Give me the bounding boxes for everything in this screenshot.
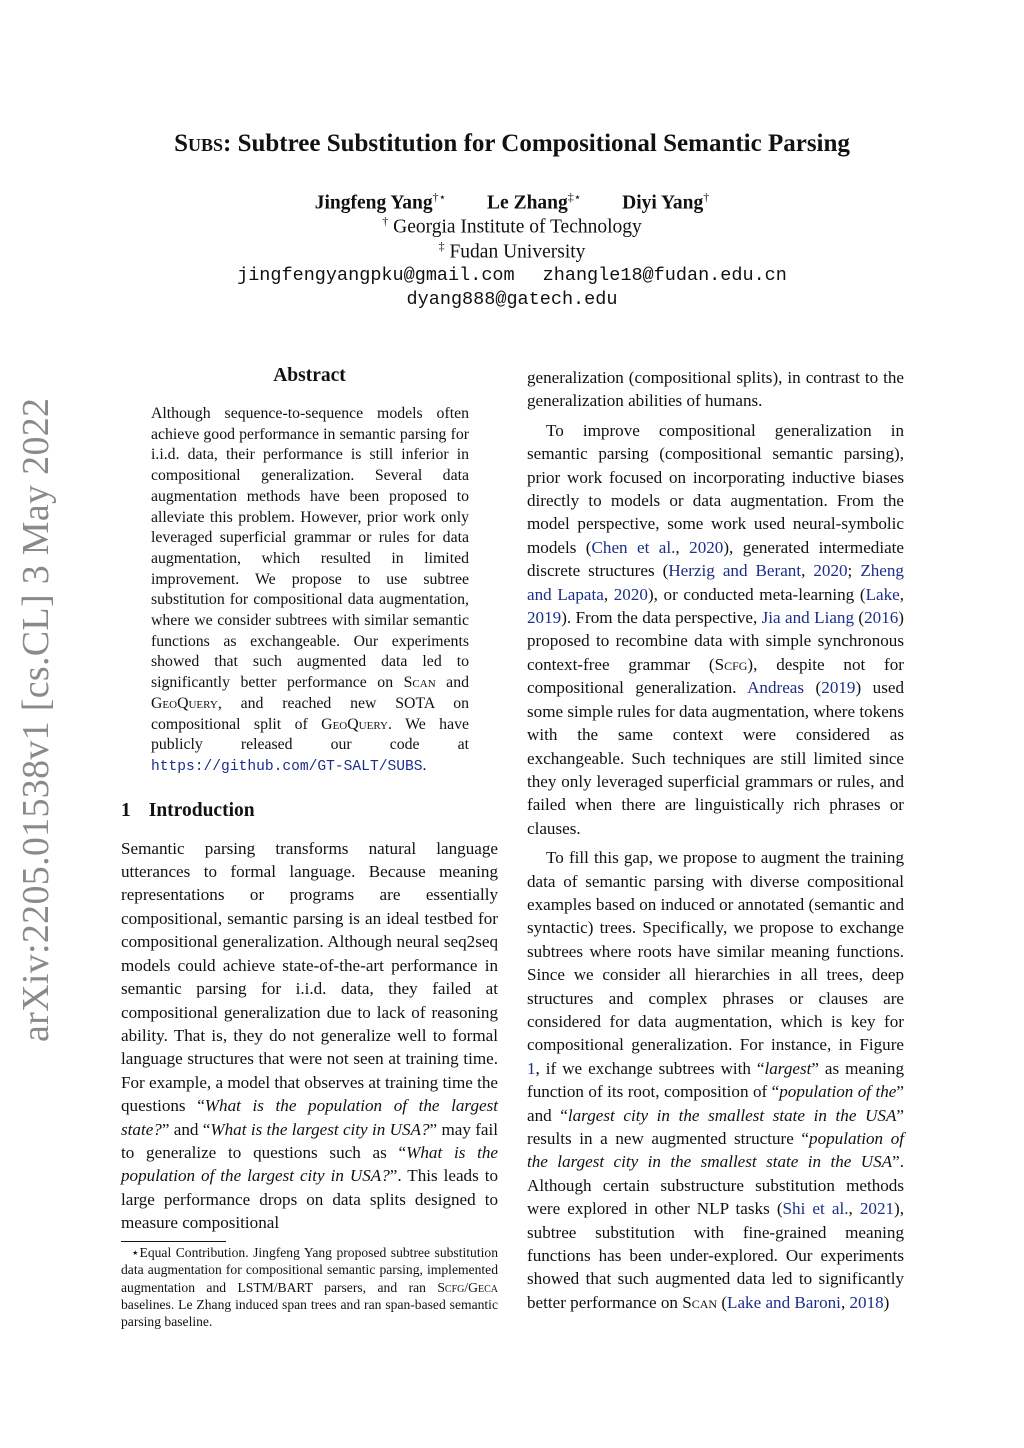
intro-paragraph-2 [527,419,904,840]
citation-year-link[interactable]: 2019 [821,678,856,698]
paragraph-text: ) [883,1292,890,1312]
example-question: What is the largest city in USA? [210,1119,430,1139]
citation-sep: , [603,584,614,604]
citation-year-link[interactable]: 2019 [527,608,562,628]
abstract-heading: Abstract [273,365,346,386]
paragraph-text: ), or conducted meta-learning ( [647,584,866,604]
citation-link[interactable]: Andreas [747,678,805,698]
intro-paragraph-continued: generalization (compositional splits), in contrast to the generalization abilities of humans. [527,368,904,411]
geoquery-dataset-name: GeoQuery [151,694,218,712]
section-heading-introduction [121,800,498,822]
affiliation-name: Georgia Institute of Technology [388,216,642,238]
paragraph-text: To improve compositional generalization in semantic parsing (compositional semantic parsing), prior work focused on incorporating inductive biases directly to models or data augmentation. From the model perspective, some work used neural-symbolic models ( [527,420,904,557]
intro-text: Semantic parsing transforms natural language utterances to formal language. Because meaning representations or programs are essentially compositional, semantic parsing is an ideal testbed for compositional generalization. Although neural seq2seq models could achieve state-of-the-art performance in semantic parsing for i.i.d. data, they failed at compositional generalization due to lack of reasoning ability. That is, they do not generalize well to formal language structures that were not seen at training time. For example, a model that observes at training time the questions “ [121,838,498,1116]
affiliation-fudan [0,239,1024,264]
geoquery-dataset-name: GeoQuery [321,715,388,733]
paragraph-text: ” and “ [527,1082,904,1125]
right-column [527,366,904,1314]
abstract-body [151,404,469,778]
citation-sep: ( [804,678,822,698]
example-phrase: largest [764,1058,812,1078]
author-2 [487,190,581,215]
citation-sep: ; [847,561,861,581]
citation-year-link[interactable]: 2016 [864,608,899,628]
intro-text: ” may fail to generalize to questions such as “ [121,1119,498,1162]
footnote-slash: / [464,1279,469,1295]
citation-sep: ( [854,608,865,628]
paragraph-text: ”. Although certain substructure substitution methods were explored in other NLP tasks ( [527,1152,904,1219]
citation-year-link[interactable]: 2020 [613,584,648,604]
citation-link[interactable]: Lake [865,584,900,604]
paragraph-text: ) proposed to recombine data with simple synchronous context-free grammar ( [527,608,904,674]
example-question: What is the population of the largest city in USA? [121,1142,498,1186]
paragraph-text: ” as meaning function of its root, composition of “ [527,1058,904,1102]
section-title: Introduction [148,799,255,821]
figure-reference-link[interactable]: 1 [527,1058,536,1078]
citation-link[interactable]: Shi et al. [782,1199,849,1219]
paragraph-text: ) used some simple rules for data augmentation, where tokens with the same context were considered as exchangeable. Such techniques are still limited since they only leveraged superficial grammars or rules, and failed when there are linguistically rich phrases or clauses. [527,678,905,838]
affiliation-mark: † [382,214,389,228]
citation-sep: , [848,1199,860,1219]
citation-link[interactable]: Herzig and Berant [668,561,802,581]
citation-sep: , [840,1292,850,1312]
author-name: Jingfeng Yang [314,192,433,214]
email-le[interactable]: zhangle18@fudan.edu.cn [542,265,787,286]
section-number: 1 [121,799,131,821]
scfg-name: Scfg [714,654,748,674]
paragraph-text: ), generated intermediate discrete structures ( [527,537,905,581]
affiliation-name: Fudan University [444,241,586,263]
intro-paragraph-3 [527,846,904,1314]
intro-text: ”. This leads to large performance drops on data splits designed to measure compositional [121,1166,499,1233]
example-phrase: largest city in the smallest state in the USA [567,1105,897,1125]
footnote-divider [121,1241,226,1242]
geca-name: Geca [468,1279,498,1295]
citation-link[interactable]: Chen et al. [591,537,676,557]
abstract-text-2: , and reached new SOTA on compositional split of [151,694,469,733]
abstract-text-4: . [422,756,427,774]
affiliation-georgia-tech [0,214,1024,239]
citation-sep: , [801,561,814,581]
abstract-text-1: Although sequence-to-sequence models often achieve good performance in semantic parsing for i.i.d. data, their performance is still inferior in compositional generalization. Several data augmentation methods have been proposed to alleviate this problem. However, prior work only leveraged superficial grammar or rules for data augmentation, which resulted in limited improvement. We propose to use subtree substitution for compositional data augmentation, where we consider subtrees with similar semantic functions as exchangeable. Our experiments showed that such augmented data led to significantly better performance on [151,405,469,692]
author-marks: †⋆ [432,190,447,204]
paragraph-text: ). From the data perspective, [561,608,762,628]
citation-link[interactable]: Jia and Liang [761,608,854,628]
intro-text: ” and “ [161,1119,211,1139]
paragraph-text: To fill this gap, we propose to augment the training data of semantic parsing with diverse compositional examples based on induced or annotated (semantic and syntactic) trees. Specifically, we propose to exchange subtrees where roots have similar meaning functions. Since we consider all hierarchies in all trees, deep structures and complex phrases or clauses are considered for data augmentation, which is key for compositional generalization. For instance, in Figure [527,848,904,1055]
author-marks: ‡⋆ [567,190,582,204]
scan-dataset-name: Scan [682,1292,718,1312]
citation-sep: , [675,537,690,557]
author-3 [622,190,709,215]
citation-sep: , [899,584,905,604]
affiliation-mark: ‡ [438,239,445,253]
citation-year-link[interactable]: 2020 [689,537,724,557]
paragraph-text: ), despite not for compositional generalization. [527,654,904,698]
example-question: What is the population of the largest state? [121,1096,498,1139]
footnote [121,1244,498,1330]
footnote-text [121,1244,498,1330]
email-jingfeng[interactable]: jingfengyangpku@gmail.com [237,265,515,286]
author-1 [315,190,446,215]
code-repository-link[interactable]: https://github.com/GT-SALT/SUBS [151,758,423,775]
left-column [121,365,498,1235]
author-name: Le Zhang [487,192,568,214]
footnote-text-a: ⋆Equal Contribution. Jingfeng Yang proposed subtree substitution data augmentation for compositional semantic parsing, implemented augmentation and LSTM/BART parsers, and ran [121,1245,498,1295]
abstract-text-and: and [435,674,469,692]
scfg-name: Scfg [437,1279,465,1295]
title-subs: Subs [174,130,223,157]
author-marks: † [703,190,710,204]
example-phrase: population of the [779,1082,897,1102]
abstract-text-3: . We have publicly released our code at [151,715,469,754]
citation-year-link[interactable]: 2018 [849,1292,884,1312]
citation-link[interactable]: Lake and Baroni [727,1292,841,1312]
title-rest: : Subtree Substitution for Compositional Semantic Parsing [223,130,850,157]
citation-sep: ( [717,1292,728,1312]
paragraph-text: ” results in a new augmented structure “ [527,1105,904,1148]
intro-paragraph-1 [121,837,498,1235]
citation-link[interactable]: Zheng and Lapata [527,561,904,604]
footnote-text-b: baselines. Le Zhang induced span trees and ran span-based semantic parsing baseline. [121,1296,498,1330]
paragraph-text: ), subtree substitution with fine-grained meaning functions has been under-explored. Our experiments showed that such augmented data led to significantly better performance on [527,1199,904,1312]
paragraph-text: , if we exchange subtrees with “ [535,1058,765,1078]
email-row [0,265,1024,286]
author-name: Diyi Yang [622,192,704,214]
author-list [0,190,1024,215]
arxiv-identifier-stamp: arXiv:2205.01538v1 [cs.CL] 3 May 2022 [15,397,57,1042]
citation-year-link[interactable]: 2021 [859,1199,895,1219]
email-diyi[interactable]: dyang888@gatech.edu [406,289,618,310]
scan-dataset-name: Scan [403,674,436,692]
citation-year-link[interactable]: 2020 [813,561,848,581]
example-phrase: population of the largest city in the smallest state in the USA [527,1129,904,1172]
paper-title [0,130,1024,158]
